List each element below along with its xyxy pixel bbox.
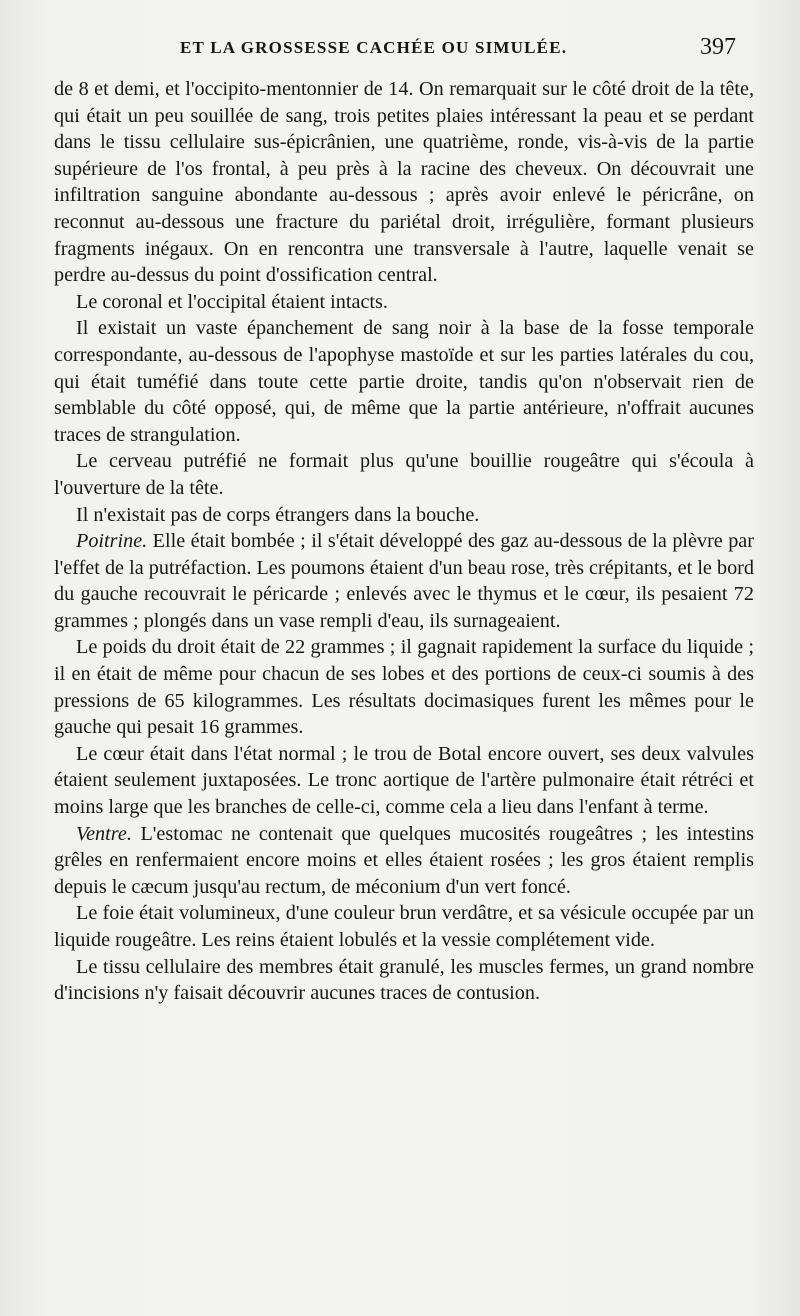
paragraph: Le poids du droit était de 22 grammes ; il gagnait rapidement la surface du liquide ; il en était de même pour chacun de ses lobes et des portions de ceux-ci soumis à des pressions de 65 kilogrammes. Les résultats docimasiques furent les mêmes pour le gauche qui pesait 16 grammes. (54, 636, 754, 739)
running-title: ET LA GROSSESSE CACHÉE OU SIMULÉE. (180, 38, 568, 57)
body-text (54, 76, 754, 1007)
paragraph-text: L'estomac ne contenait que quelques mucosités rougeâtres ; les intestins grêles en renfermaient encore moins et elles étaient rosées ; les gros étaient remplis depuis le cæcum jusqu'au rectum, de méconium d'un vert foncé. (54, 822, 754, 898)
page-number: 397 (700, 34, 736, 60)
paragraph-text: Elle était bombée ; il s'était développé des gaz au-dessous de la plèvre par l'effet de la putréfaction. Les poumons étaient d'un beau rose, très crépitants, et le bord du gauche recouvrait le péricarde ; enlevés avec le thymus et le cœur, ils pesaient 72 grammes ; plongés dans un vase rempli d'eau, ils surnageaient. (54, 530, 754, 632)
paragraph (54, 821, 754, 901)
paragraph: Il existait un vaste épanchement de sang noir à la base de la fosse temporale correspondante, au-dessous de l'apophyse mastoïde et sur les parties latérales du cou, qui était tuméfié dans toute cette partie droite, tandis qu'on n'observait rien de semblable du côté opposé, qui, de même que la partie antérieure, n'offrait aucunes traces de strangulation. (54, 317, 754, 446)
paragraph: Le coronal et l'occipital étaient intacts. (76, 290, 388, 313)
paragraph: Le foie était volumineux, d'une couleur brun verdâtre, et sa vésicule occupée par un liquide rougeâtre. Les reins étaient lobulés et la vessie complétement vide. (54, 902, 754, 951)
paragraph: Le cerveau putréfié ne formait plus qu'une bouillie rougeâtre qui s'écoula à l'ouverture de la tête. (54, 450, 754, 499)
paragraph: Il n'existait pas de corps étrangers dans la bouche. (76, 503, 480, 526)
section-lead: Poitrine. (76, 530, 148, 553)
paragraph: Le cœur était dans l'état normal ; le trou de Botal encore ouvert, ses deux valvules étaient seulement juxtaposées. Le tronc aortique de l'artère pulmonaire était rétréci et moins large que les branches de celle-ci, comme cela a lieu dans l'enfant à terme. (54, 742, 754, 819)
section-lead: Ventre. (76, 822, 132, 845)
paragraph (54, 528, 754, 634)
running-head (0, 34, 800, 74)
paragraph: de 8 et demi, et l'occipito-mentonnier de 14. On remarquait sur le côté droit de la tête, qui était un peu souillée de sang, trois petites plaies intéressant la peau et se perdant dans le tissu cellulaire sus-épicrânien, une quatrième, ronde, vis-à-vis de la partie supérieure de l'os frontal, à peu près à la racine des cheveux. On découvrait une infiltration sanguine abondante au-dessous ; après avoir enlevé le péricrâne, on reconnut au-dessous une fracture du pariétal droit, irrégulière, formant plusieurs fragments inégaux. On en rencontra une transversale à l'autre, laquelle venait se perdre au-dessus du point d'ossification central. (54, 78, 754, 287)
paragraph: Le tissu cellulaire des membres était granulé, les muscles fermes, un grand nombre d'incisions n'y faisait découvrir aucunes traces de contusion. (54, 955, 754, 1005)
